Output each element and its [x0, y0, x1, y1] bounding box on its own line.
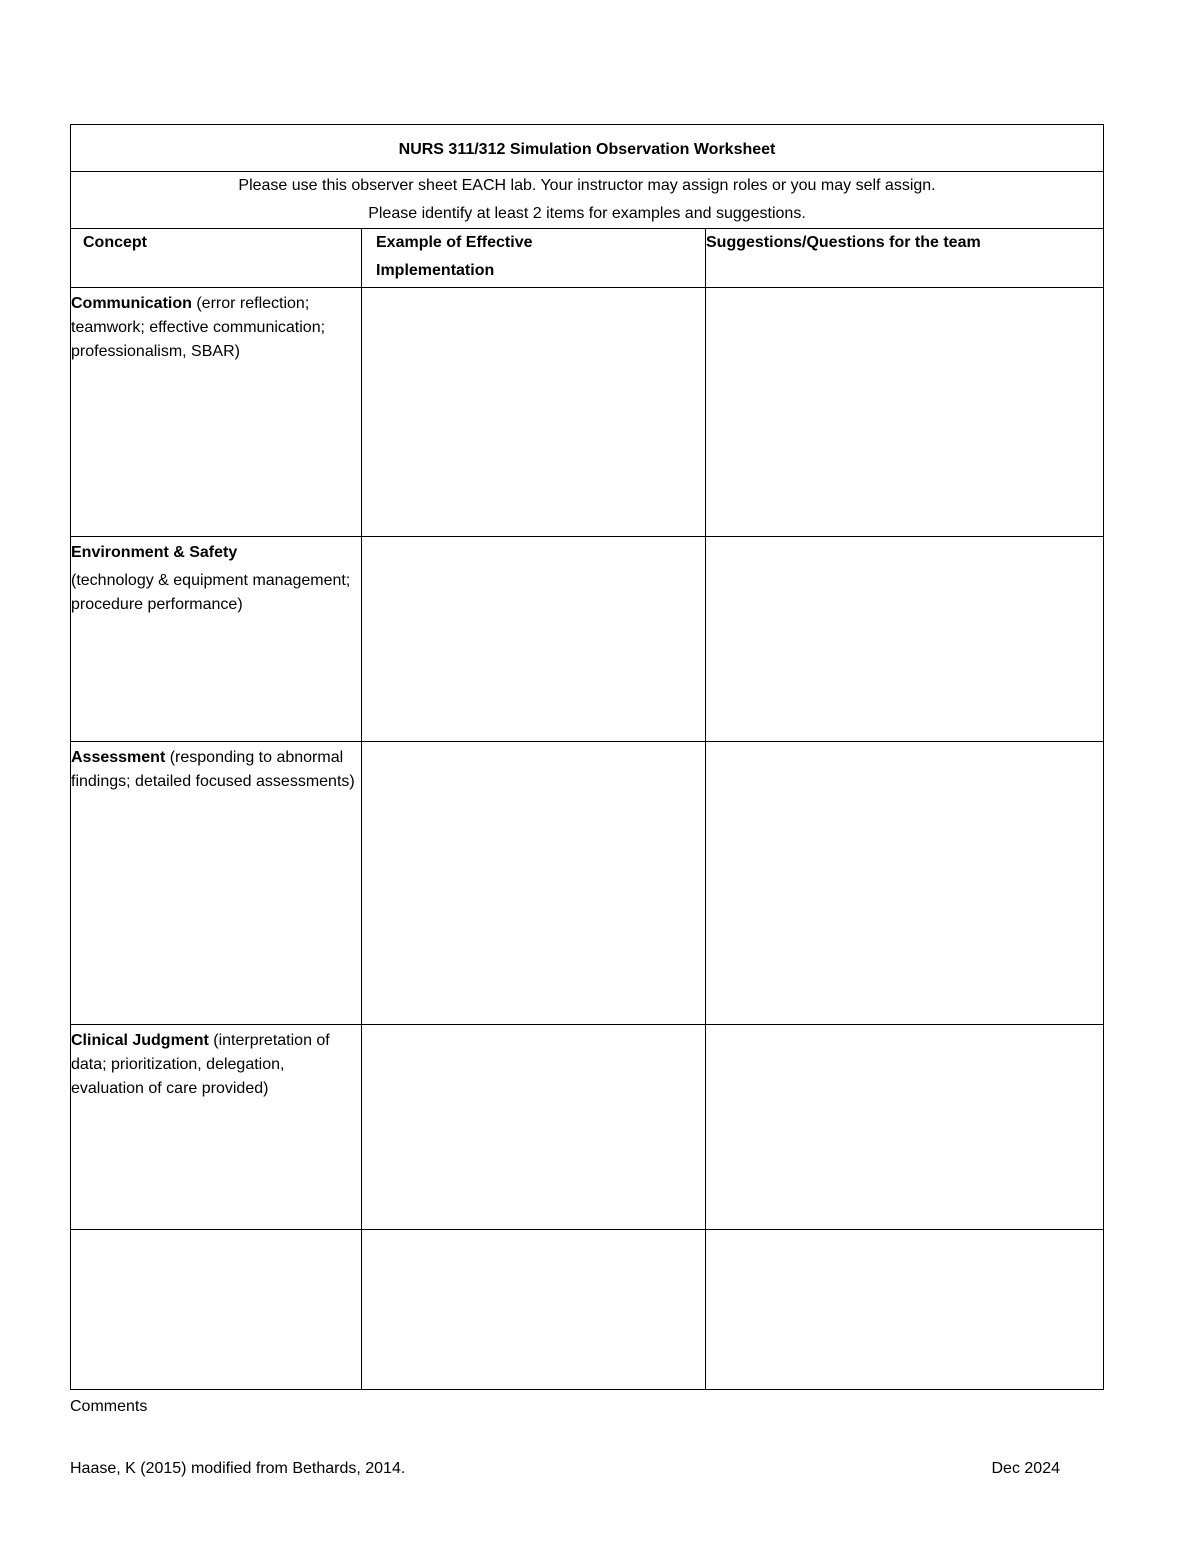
concept-description: (technology & equipment management; procedure performance) [71, 572, 351, 613]
instruction-line-2: Please identify at least 2 items for examples and suggestions. [368, 205, 806, 222]
suggestions-cell[interactable] [706, 288, 1104, 537]
title-row [71, 125, 1104, 172]
revision-date: Dec 2024 [991, 1460, 1060, 1477]
concept-cell-blank[interactable] [71, 1230, 362, 1390]
comments-label: Comments [70, 1398, 148, 1415]
column-header-concept: Concept [71, 229, 362, 288]
concept-title: Communication [71, 295, 192, 312]
suggestions-cell[interactable] [706, 1025, 1104, 1230]
concept-cell-communication [71, 288, 362, 537]
suggestions-cell[interactable] [706, 537, 1104, 742]
example-cell[interactable] [362, 288, 706, 537]
concept-cell-clinical-judgment [71, 1025, 362, 1230]
table-row [71, 742, 1104, 1025]
concept-title: Environment & Safety [71, 544, 238, 561]
concept-description: (interpretation of data; prioritization, delegation, evaluation of care provided) [71, 1032, 330, 1097]
concept-title: Assessment [71, 749, 166, 766]
example-cell[interactable] [362, 1230, 706, 1390]
table-row [71, 1025, 1104, 1230]
observation-worksheet-table [70, 124, 1104, 1390]
concept-cell-environment-safety [71, 537, 362, 742]
concept-title: Clinical Judgment [71, 1032, 209, 1049]
suggestions-cell[interactable] [706, 742, 1104, 1025]
instructions-cell [71, 172, 1104, 229]
example-cell[interactable] [362, 1025, 706, 1230]
concept-description: (error reflection; teamwork; effective communication; professionalism, SBAR) [71, 295, 326, 360]
citation-text: Haase, K (2015) modified from Bethards, 2014. [70, 1460, 406, 1477]
example-cell[interactable] [362, 537, 706, 742]
column-header-row [71, 229, 1104, 288]
table-row [71, 1230, 1104, 1390]
instruction-line-1: Please use this observer sheet EACH lab. Your instructor may assign roles or you may self assign. [238, 177, 936, 194]
table-row [71, 288, 1104, 537]
worksheet-title: NURS 311/312 Simulation Observation Worksheet [71, 125, 1104, 172]
example-cell[interactable] [362, 742, 706, 1025]
table-row [71, 537, 1104, 742]
instructions-row [71, 172, 1104, 229]
column-header-example: Example of Effective Implementation [362, 229, 706, 288]
concept-cell-assessment [71, 742, 362, 1025]
column-header-suggestions: Suggestions/Questions for the team [706, 229, 1104, 288]
concept-description: (responding to abnormal findings; detailed focused assessments) [71, 749, 355, 790]
suggestions-cell[interactable] [706, 1230, 1104, 1390]
